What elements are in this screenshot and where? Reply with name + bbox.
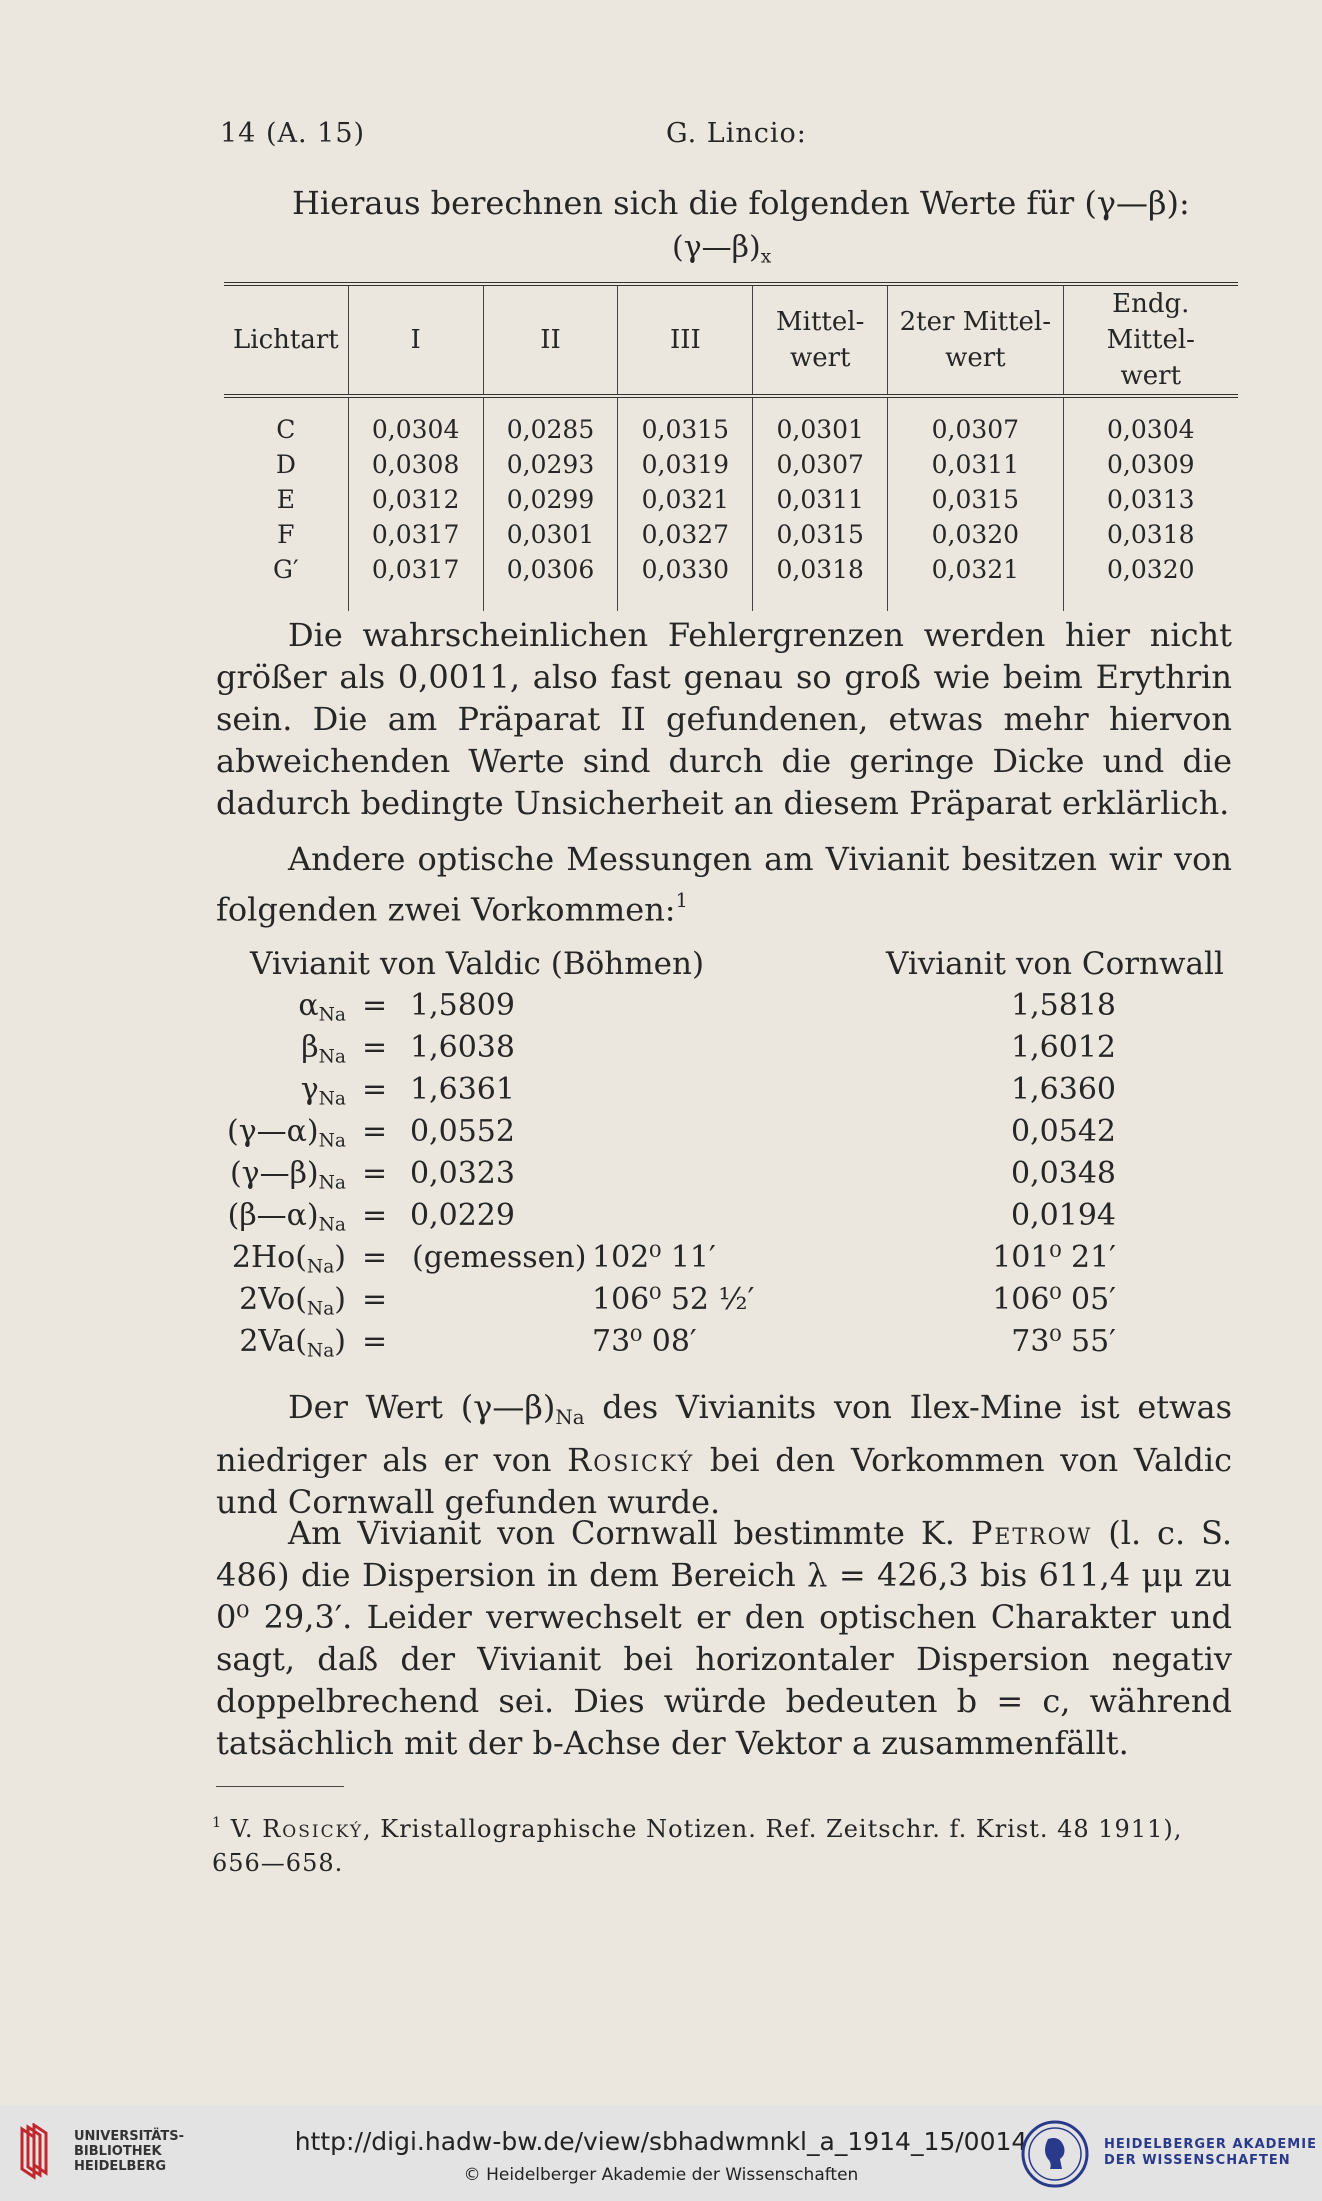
valdic-value: 0,0229 <box>410 1198 515 1233</box>
light-type-cell: C <box>276 415 296 444</box>
value-cell: 0,0309 <box>1063 447 1238 482</box>
value-cell: 0,0306 <box>483 552 618 611</box>
valdic-value: 0,0323 <box>410 1156 515 1191</box>
table-row <box>224 447 1238 482</box>
value-cell: 0,0317 <box>348 552 483 611</box>
cornwall-value: 1,6012 <box>1011 1030 1116 1065</box>
value-cell: 0,0319 <box>618 447 753 482</box>
table-header-cell: II <box>483 284 618 396</box>
value-cell: 0,0315 <box>618 396 753 447</box>
value-cell: 0,0293 <box>483 447 618 482</box>
value-cell: 0,0321 <box>888 552 1063 611</box>
author-name: Rosický <box>567 1440 695 1479</box>
value-cell: 0,0320 <box>1063 552 1238 611</box>
quantity-label: $(\gamma—\beta)_{Na}$ <box>229 1156 346 1194</box>
equals-sign: = <box>362 1240 388 1275</box>
cornwall-value: 0,0542 <box>1011 1114 1116 1149</box>
valdic-value: 106⁰ 52 ½′ <box>592 1282 755 1317</box>
copyright-notice: © Heidelberger Akademie der Wissenschaften <box>463 2165 859 2185</box>
quantity-label: $(\gamma—\alpha)_{Na}$ <box>227 1114 346 1152</box>
academy-name: HEIDELBERGER AKADEMIE DER WISSENSCHAFTEN <box>1104 2137 1317 2168</box>
quantity-label: $2Va(_{Na})$ <box>239 1324 346 1362</box>
equals-sign: = <box>362 1114 388 1149</box>
academy-seal-icon[interactable] <box>1020 2119 1090 2189</box>
cornwall-value: 73⁰ 55′ <box>1011 1324 1116 1359</box>
cornwall-value: 106⁰ 05′ <box>992 1282 1116 1317</box>
author-name: Petrow <box>970 1514 1093 1552</box>
value-cell: 0,0304 <box>1063 396 1238 447</box>
values-table <box>224 282 1238 611</box>
value-cell: 0,0313 <box>1063 482 1238 517</box>
quantity-label: $2Ho(_{Na})$ <box>231 1240 346 1278</box>
page-number-header: 14 (A. 15) <box>220 118 366 149</box>
paragraph-error-limits: Die wahrscheinlichen Fehlergrenzen werden hier nicht größer als 0,0011, also fast genau so groß wie beim Erythrin sein. Die am Präparat II gefundenen, etwas mehr hiervon abweichenden Werte sind durch die geringe Dicke und die dadurch bedingte Unsicherheit an diesem Präparat erklärlich. <box>216 616 1232 822</box>
cornwall-value: 1,5818 <box>1011 988 1116 1023</box>
value-cell: 0,0311 <box>888 447 1063 482</box>
cornwall-value: 1,6360 <box>1011 1072 1116 1107</box>
value-cell: 0,0285 <box>483 396 618 447</box>
table-header-cell: III <box>618 284 753 396</box>
equals-sign: = <box>362 1282 388 1317</box>
value-cell: 0,0304 <box>348 396 483 447</box>
value-cell: 0,0315 <box>888 482 1063 517</box>
footnote: $^1$ V. Rosický, Kristallographische Notizen. Ref. Zeitschr. f. Krist. 48 1911), 656—658. <box>212 1815 1183 1878</box>
valdic-value: 1,5809 <box>410 988 515 1023</box>
column-heading-cornwall: Vivianit von Cornwall <box>886 946 1224 982</box>
light-type-cell: F <box>277 520 295 549</box>
value-cell: 0,0311 <box>753 482 888 517</box>
valdic-value: 73⁰ 08′ <box>592 1324 697 1359</box>
table-row <box>224 482 1238 517</box>
value-cell: 0,0318 <box>753 552 888 611</box>
value-cell: 0,0299 <box>483 482 618 517</box>
quantity-label: $2Vo(_{Na})$ <box>239 1282 346 1320</box>
light-type-cell: E <box>276 485 295 514</box>
valdic-value: 102⁰ 11′ <box>592 1240 716 1275</box>
valdic-value: 1,6038 <box>410 1030 515 1065</box>
equals-sign: = <box>362 1072 388 1107</box>
value-cell: 0,0307 <box>888 396 1063 447</box>
quantity-label: $\gamma_{Na}$ <box>300 1072 346 1110</box>
digitization-footer <box>0 2105 1322 2201</box>
value-cell: 0,0327 <box>618 517 753 552</box>
value-cell: 0,0321 <box>618 482 753 517</box>
intro-sentence: Hieraus berechnen sich die folgenden Werte für (γ—β): <box>292 184 1190 222</box>
value-cell: 0,0301 <box>483 517 618 552</box>
footnote-divider <box>216 1786 344 1787</box>
table-row <box>224 552 1238 611</box>
value-cell: 0,0318 <box>1063 517 1238 552</box>
table-header-cell: Mittel- wert <box>753 284 888 396</box>
footnote-marker: 1 <box>675 889 688 912</box>
equals-sign: = <box>362 1198 388 1233</box>
table-header-cell: Endg. Mittel- wert <box>1063 284 1238 396</box>
value-cell: 0,0320 <box>888 517 1063 552</box>
value-cell: 0,0312 <box>348 482 483 517</box>
paragraph-other-measurements: Andere optische Messungen am Vivianit besitzen wir von folgenden zwei Vorkommen:$^1$ <box>216 840 1232 929</box>
value-cell: 0,0301 <box>753 396 888 447</box>
table-header-cell: Lichtart <box>224 284 348 396</box>
value-cell: 0,0308 <box>348 447 483 482</box>
source-url-link[interactable]: http://digi.hadw-bw.de/view/sbhadwmnkl_a_1914_15/0014 <box>294 2127 1028 2156</box>
measurement-note: (gemessen) <box>412 1240 587 1275</box>
equals-sign: = <box>362 1324 388 1359</box>
column-heading-valdic: Vivianit von Valdic (Böhmen) <box>250 946 705 982</box>
quantity-label: $\beta_{Na}$ <box>301 1030 346 1068</box>
valdic-value: 1,6361 <box>410 1072 515 1107</box>
cornwall-value: 0,0348 <box>1011 1156 1116 1191</box>
table-body <box>224 396 1238 611</box>
table-heading: $(\gamma—\beta)_x$ <box>672 230 772 268</box>
table-row <box>224 517 1238 552</box>
paragraph-petrow: Am Vivianit von Cornwall bestimmte K. Petrow (l. c. S. 486) die Dispersion in dem Bereich λ = 426,3 bis 611,4 μμ zu 0⁰ 29,3′. Leider verwechselt er den optischen Charakter und sagt, daß der Vivianit bei horizontaler Dispersion negativ doppelbrechend sei. Dies würde bedeuten b = c, während tatsächlich mit der b-Achse der Vektor a zusammenfällt. <box>216 1514 1233 1762</box>
value-cell: 0,0330 <box>618 552 753 611</box>
table-header-cell: I <box>348 284 483 396</box>
table-row <box>224 396 1238 447</box>
library-name: UNIVERSITÄTS- BIBLIOTHEK HEIDELBERG <box>74 2129 184 2174</box>
cornwall-value: 101⁰ 21′ <box>992 1240 1116 1275</box>
table-header-cell: 2ter Mittel- wert <box>888 284 1063 396</box>
value-cell: 0,0317 <box>348 517 483 552</box>
valdic-value: 0,0552 <box>410 1114 515 1149</box>
cornwall-value: 0,0194 <box>1011 1198 1116 1233</box>
light-type-cell: D <box>275 450 296 479</box>
equals-sign: = <box>362 1156 388 1191</box>
equals-sign: = <box>362 988 388 1023</box>
author-header: G. Lincio: <box>666 118 807 149</box>
value-cell: 0,0307 <box>753 447 888 482</box>
equals-sign: = <box>362 1030 388 1065</box>
light-type-cell: G′ <box>273 555 299 584</box>
quantity-label: $(\beta—\alpha)_{Na}$ <box>227 1198 346 1236</box>
value-cell: 0,0315 <box>753 517 888 552</box>
quantity-label: $\alpha_{Na}$ <box>298 988 346 1026</box>
paragraph-ilex-mine: Der Wert $(\gamma—\beta)_{Na}$ des Vivianits von Ilex-Mine ist etwas niedriger als er von Rosický bei den Vorkommen von Valdic und Cornwall gefunden wurde. <box>216 1388 1233 1521</box>
